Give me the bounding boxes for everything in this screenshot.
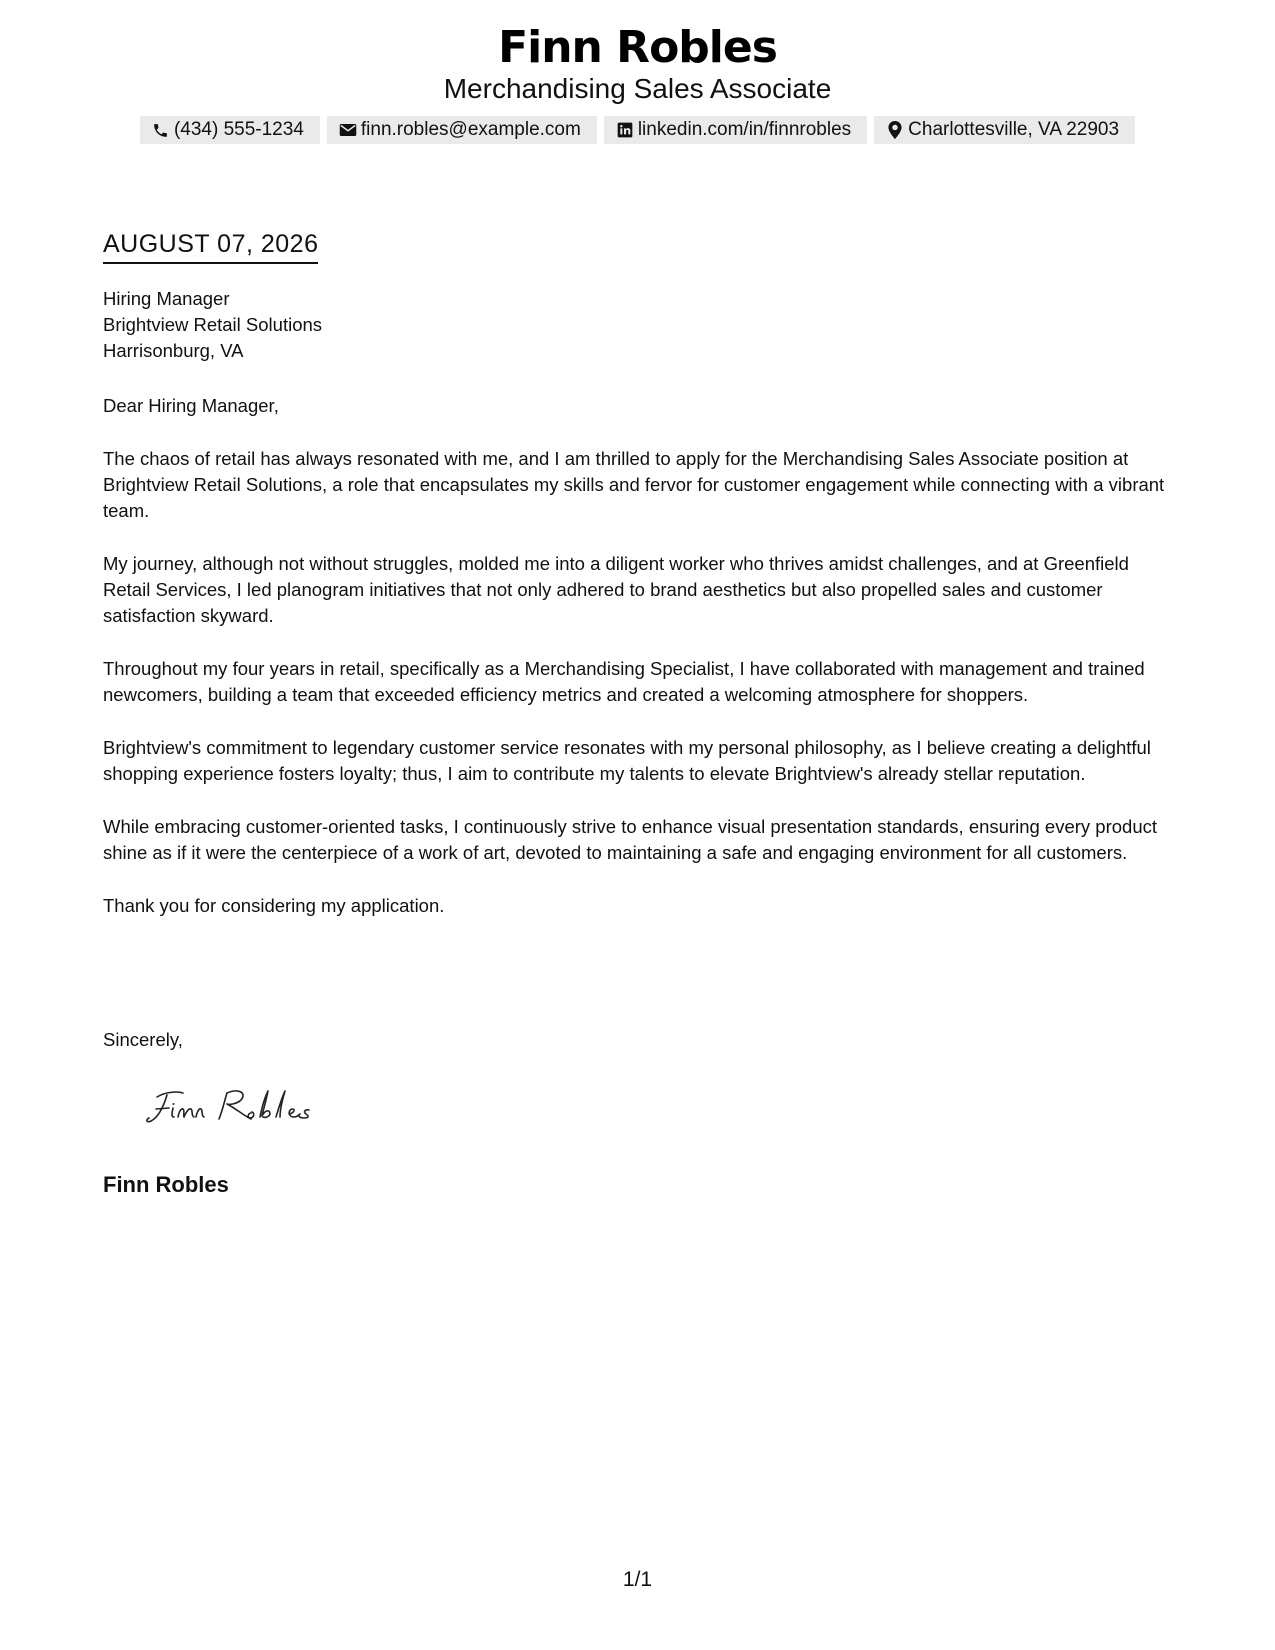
- page-number: 1/1: [622, 1568, 653, 1591]
- contact-bar: [0, 116, 1275, 144]
- contact-phone-text: (434) 555-1234: [173, 119, 304, 140]
- body-paragraph: Thank you for considering my application.: [103, 895, 445, 916]
- envelope-icon: [339, 121, 357, 139]
- map-pin-icon: [886, 121, 904, 139]
- contact-phone: [140, 116, 320, 144]
- closing: Sincerely,: [103, 1029, 183, 1050]
- contact-linkedin-text: linkedin.com/in/finnrobles: [637, 119, 852, 140]
- body-paragraph: My journey, although not without struggles, molded me into a diligent worker who thrives amidst challenges, and at Greenfield Retail Services, I led planogram initiatives that not only adhered to brand aesthetics but also propelled sales and customer satisfaction skyward.: [103, 553, 1129, 626]
- applicant-name: Finn Robles: [498, 22, 777, 73]
- handwritten-signature: [143, 1083, 323, 1133]
- letter-header: [0, 22, 1275, 144]
- phone-icon: [152, 121, 170, 139]
- contact-location-text: Charlottesville, VA 22903: [908, 119, 1120, 140]
- recipient-title: Hiring Manager: [103, 288, 230, 309]
- salutation: Dear Hiring Manager,: [103, 395, 279, 416]
- letter-date: AUGUST 07, 2026: [103, 228, 318, 264]
- body-paragraph: Throughout my four years in retail, specifically as a Merchandising Specialist, I have collaborated with management and trained newcomers, building a team that exceeded efficiency metrics and created a welcoming atmosphere for shoppers.: [103, 658, 1145, 705]
- recipient-block: [103, 286, 322, 364]
- body-paragraph: While embracing customer-oriented tasks, I continuously strive to enhance visual presentation standards, ensuring every product shine as if it were the centerpiece of a work of art, devoted to maintaining a safe and engaging environment for all customers.: [103, 816, 1158, 863]
- recipient-company: Brightview Retail Solutions: [103, 314, 323, 335]
- contact-linkedin: [604, 116, 867, 144]
- recipient-location: Harrisonburg, VA: [103, 340, 244, 361]
- linkedin-icon: [616, 121, 634, 139]
- contact-email: [327, 116, 597, 144]
- contact-location: [874, 116, 1135, 144]
- body-paragraph: Brightview's commitment to legendary customer service resonates with my personal philosophy, as I believe creating a delightful shopping experience fosters loyalty; thus, I aim to contribute my talents to elevate Brightview's already stellar reputation.: [103, 737, 1151, 784]
- contact-email-text: finn.robles@example.com: [360, 119, 581, 140]
- applicant-job-title: Merchandising Sales Associate: [443, 73, 832, 104]
- letter-body: [103, 393, 1173, 946]
- body-paragraph: The chaos of retail has always resonated with me, and I am thrilled to apply for the Merchandising Sales Associate position at Brightview Retail Solutions, a role that encapsulates my skills and fervor for customer engagement while connecting with a vibrant team.: [103, 448, 1165, 521]
- signed-name: Finn Robles: [103, 1172, 229, 1197]
